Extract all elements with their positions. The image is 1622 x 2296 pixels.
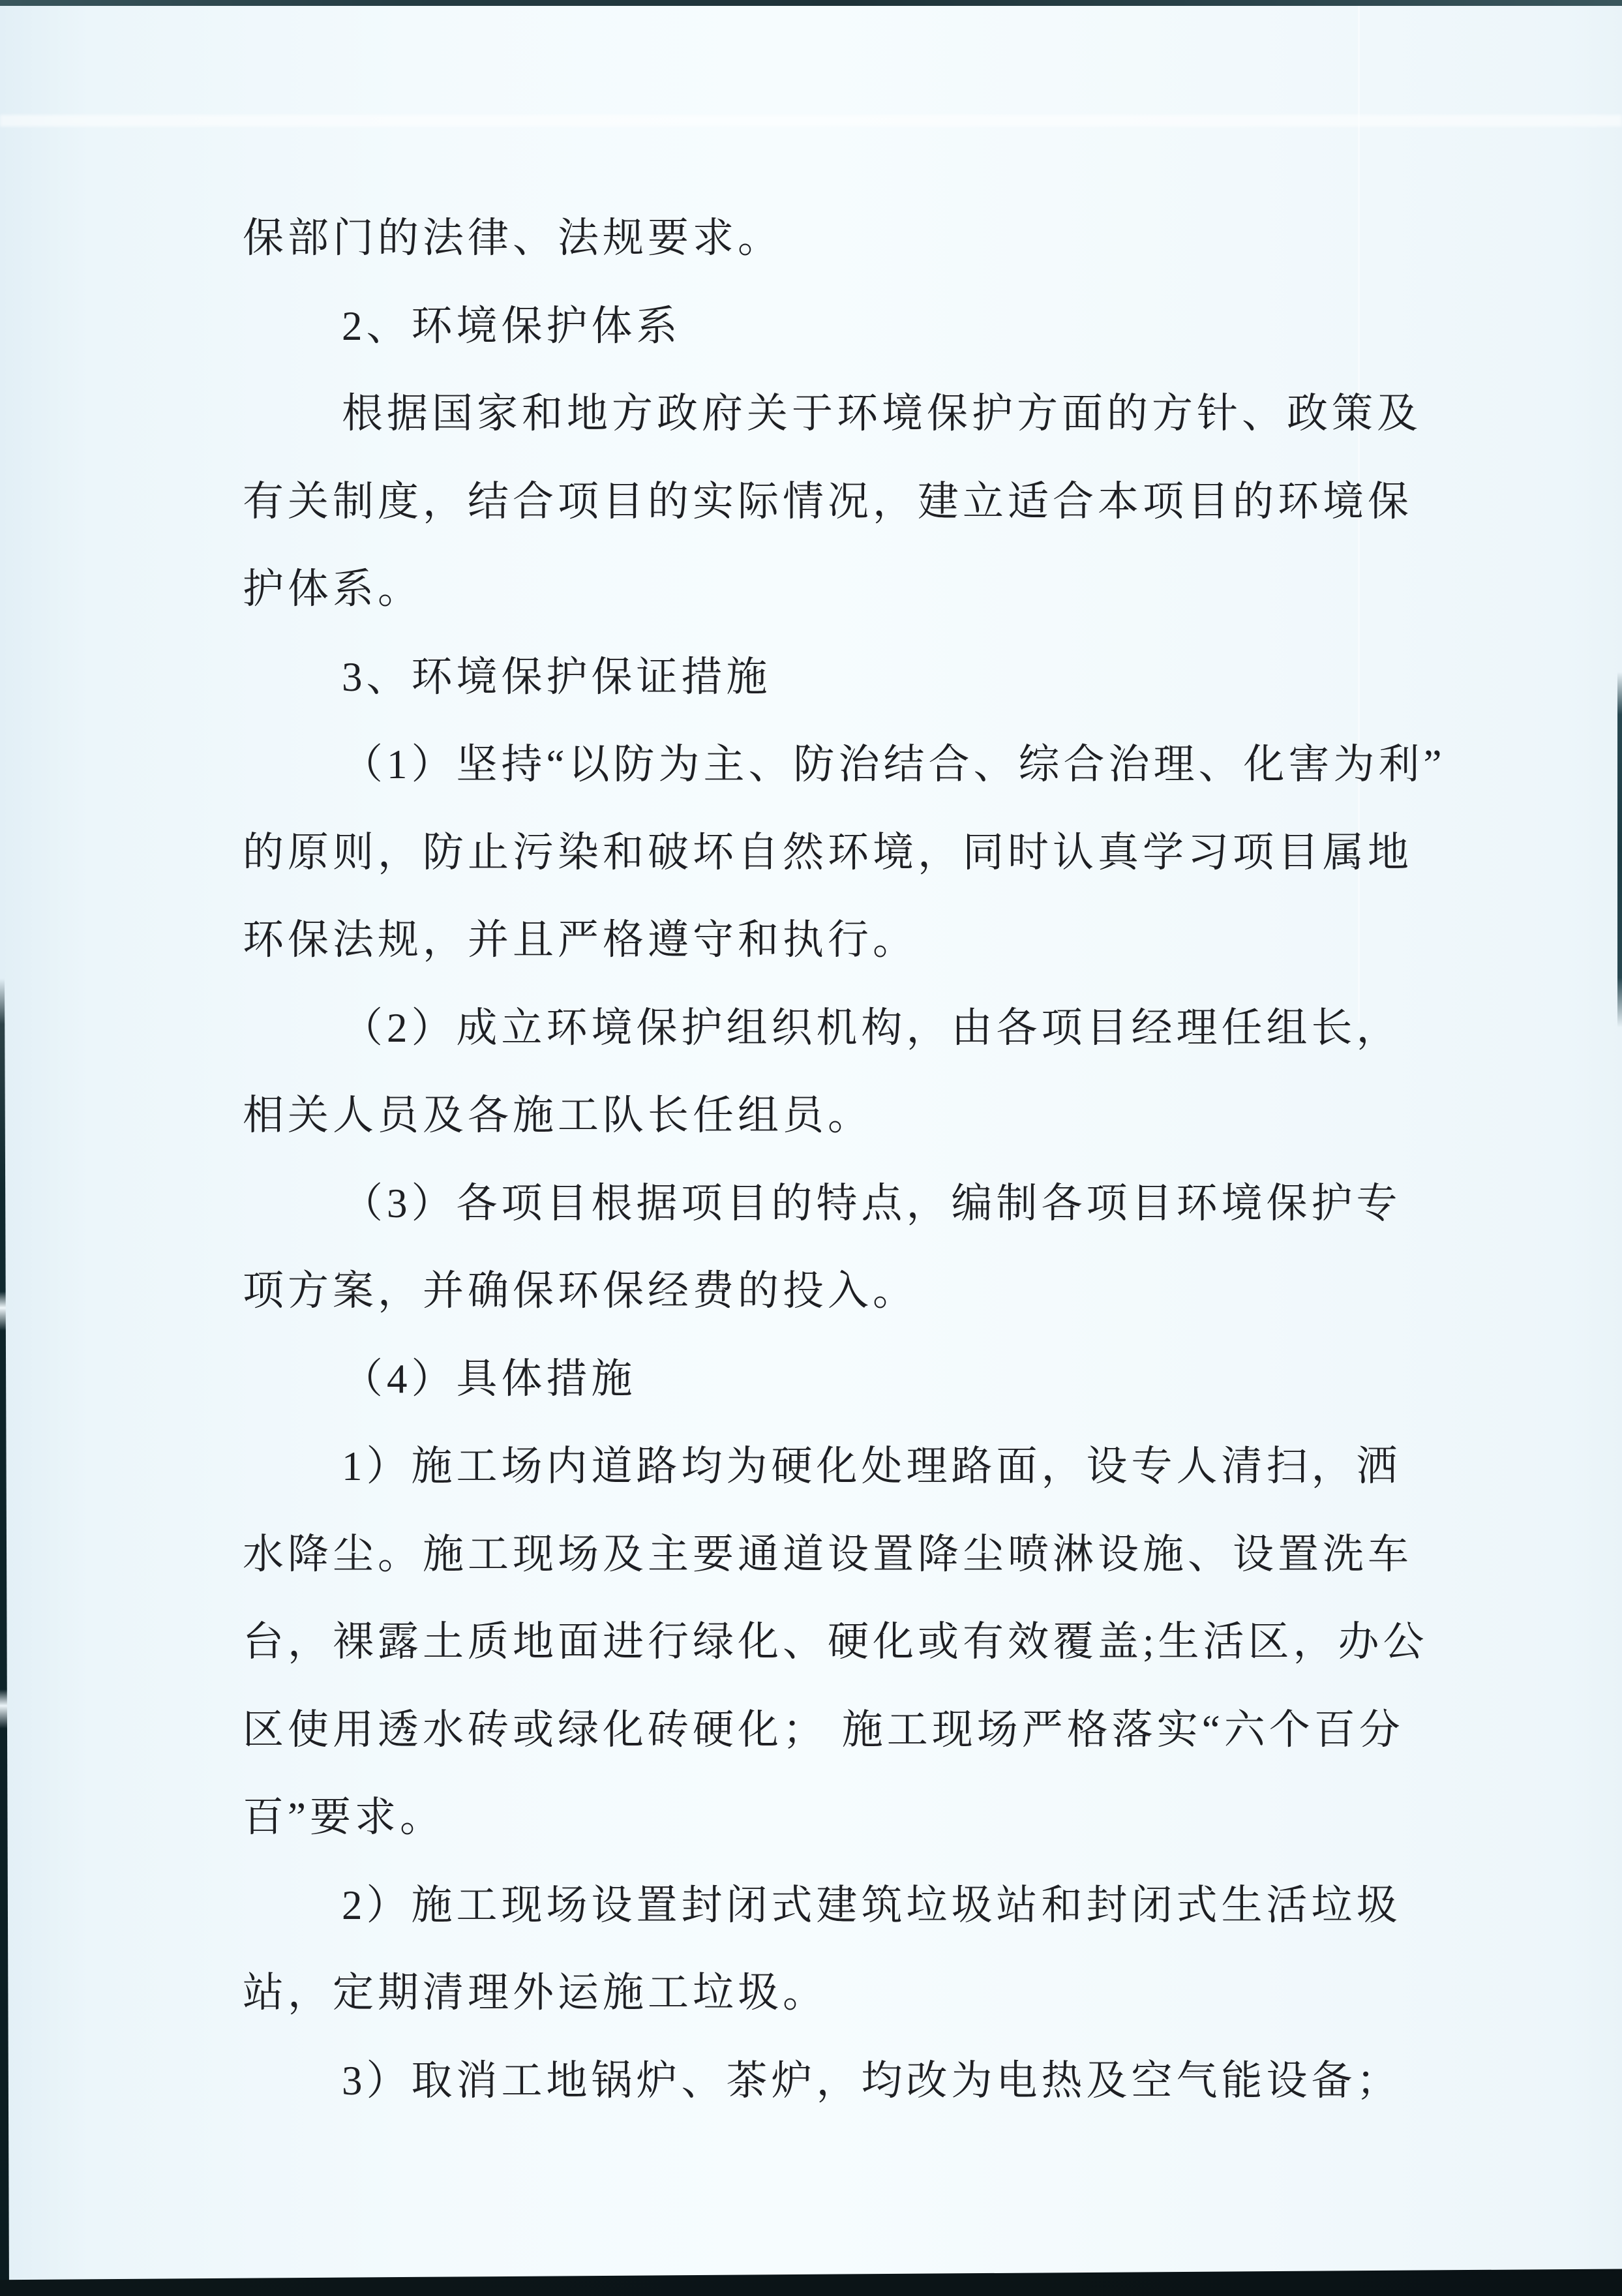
text-line: 相关人员及各施工队长任组员。 (243, 1093, 873, 1138)
text-line: （4）具体措施 (342, 1355, 637, 1402)
text-line: 有关制度，结合项目的实际情况，建立适合本项目的环境保 (243, 478, 1413, 524)
text-line: 环保法规，并且严格遵守和执行。 (243, 917, 918, 963)
text-line: 项方案，并确保环保经费的投入。 (243, 1268, 918, 1314)
text-line: （3）各项目根据项目的特点，编制各项目环境保护专 (342, 1180, 1402, 1226)
text-line: （2）成立环境保护组织机构，由各项目经理任组长， (342, 1004, 1402, 1051)
scanner-edge-top (0, 0, 1622, 6)
text-line: 水降尘。施工现场及主要通道设置降尘喷淋设施、设置洗车 (243, 1531, 1413, 1577)
text-line: 3）取消工地锅炉、茶炉，均改为电热及空气能设备； (342, 2057, 1402, 2104)
scan-light-band (0, 115, 1622, 127)
scanner-edge-left (0, 978, 9, 2296)
text-line: 2、环境保护体系 (342, 303, 682, 349)
scanner-edge-bottom (0, 2256, 1622, 2296)
text-line: 百”要求。 (243, 1794, 445, 1840)
text-line: 站，定期清理外运施工垃圾。 (243, 1970, 828, 2016)
text-line: 3、环境保护保证措施 (342, 654, 772, 700)
text-line: 保部门的法律、法规要求。 (243, 215, 783, 261)
text-line: 区使用透水砖或绿化砖硬化； 施工现场严格落实“六个百分 (243, 1706, 1404, 1753)
text-line: 护体系。 (243, 566, 423, 612)
text-line: 2）施工现场设置封闭式建筑垃圾站和封闭式生活垃圾 (342, 1882, 1402, 1928)
text-line: 根据国家和地方政府关于环境保护方面的方针、政策及 (342, 391, 1422, 436)
scanner-edge-right (1617, 672, 1622, 1027)
text-line: （1）坚持“以防为主、防治结合、综合治理、化害为利” (342, 742, 1446, 787)
text-line: 台，裸露土质地面进行绿化、硬化或有效覆盖;生活区，办公 (243, 1619, 1428, 1665)
text-line: 1）施工场内道路均为硬化处理路面，设专人清扫，洒 (342, 1443, 1402, 1489)
document-text (243, 194, 1446, 2124)
text-line: 的原则，防止污染和破坏自然环境，同时认真学习项目属地 (243, 829, 1413, 875)
